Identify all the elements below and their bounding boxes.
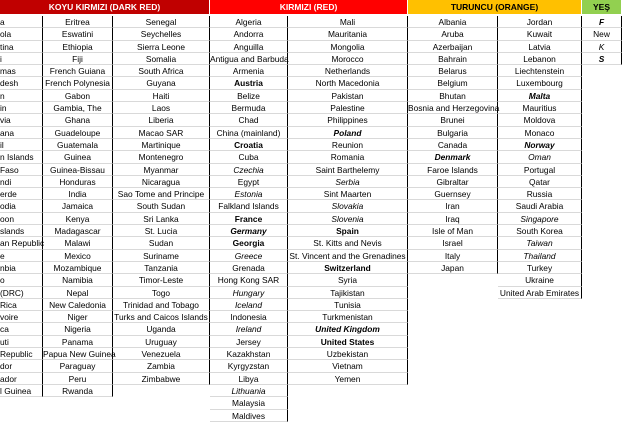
cell[interactable]: South Sudan <box>113 200 210 212</box>
cell[interactable]: l Guinea <box>0 385 43 397</box>
column-dark-red-3 <box>113 16 210 385</box>
cell[interactable]: Czechia <box>210 164 288 176</box>
cell[interactable]: Jersey <box>210 336 288 348</box>
cell[interactable]: Turkmenistan <box>288 311 408 323</box>
cell[interactable]: Anguilla <box>210 41 288 53</box>
cell[interactable]: Norway <box>498 139 582 151</box>
cell[interactable]: tina <box>0 41 43 53</box>
cell[interactable]: Jamaica <box>43 200 113 212</box>
cell[interactable]: il <box>0 139 43 151</box>
cell[interactable]: India <box>43 188 113 200</box>
cell[interactable]: Denmark <box>408 151 498 163</box>
cell[interactable]: Malaysia <box>210 397 288 409</box>
cell[interactable]: Mozambique <box>43 262 113 274</box>
cell[interactable]: Sudan <box>113 237 210 249</box>
cell[interactable]: e <box>0 250 43 262</box>
cell[interactable]: Romania <box>288 151 408 163</box>
cell[interactable]: Iran <box>408 200 498 212</box>
cell[interactable]: Bosnia and Herzegovina <box>408 103 500 114</box>
cell[interactable]: Indonesia <box>210 311 288 323</box>
cell[interactable]: Kenya <box>43 213 113 225</box>
cell[interactable]: Republic <box>0 348 43 360</box>
cell[interactable]: Martinique <box>113 139 210 151</box>
cell[interactable]: in <box>0 102 43 114</box>
header-red: KIRMIZI (RED) <box>210 0 408 14</box>
cell[interactable]: ca <box>0 323 43 335</box>
cell[interactable]: France <box>210 213 288 225</box>
cell[interactable]: Guyana <box>113 77 210 89</box>
cell[interactable]: St. Vincent and the Grenadines <box>288 250 408 262</box>
cell[interactable]: Maldives <box>210 410 288 422</box>
cell[interactable]: Trinidad and Tobago <box>113 299 210 311</box>
cell[interactable]: F <box>582 16 622 28</box>
cell[interactable]: Sint Maarten <box>288 188 408 200</box>
cell[interactable]: Turkey <box>498 262 582 274</box>
cell[interactable]: Austria <box>210 77 288 89</box>
cell[interactable]: Laos <box>113 102 210 114</box>
cell[interactable]: Egypt <box>210 176 288 188</box>
cell[interactable]: Senegal <box>113 16 210 28</box>
cell[interactable]: n <box>0 90 43 102</box>
cell[interactable]: Antigua and Barbuda <box>210 53 289 64</box>
cell[interactable]: Taiwan <box>498 237 582 249</box>
cell[interactable]: Monaco <box>498 127 582 139</box>
cell[interactable]: Georgia <box>210 237 288 249</box>
cell[interactable]: Eritrea <box>43 16 113 28</box>
cell[interactable]: ndi <box>0 176 43 188</box>
cell[interactable]: Hong Kong SAR <box>210 274 288 286</box>
cell[interactable]: New Caledonia <box>43 299 113 311</box>
column-dark-red-1 <box>0 16 43 397</box>
cell[interactable]: Armenia <box>210 65 288 77</box>
cell[interactable]: Nicaragua <box>113 176 210 188</box>
cell[interactable]: Peru <box>43 373 113 385</box>
cell[interactable]: Canada <box>408 139 498 151</box>
cell[interactable]: nbia <box>0 262 43 274</box>
cell[interactable]: Malawi <box>43 237 113 249</box>
cell[interactable]: North Macedonia <box>288 77 408 89</box>
cell[interactable]: odia <box>0 200 43 212</box>
cell[interactable]: Montenegro <box>113 151 210 163</box>
column-red-2 <box>288 16 408 385</box>
cell[interactable]: dor <box>0 360 43 372</box>
cell[interactable]: Ireland <box>210 323 288 335</box>
cell[interactable]: Mauritius <box>498 102 582 114</box>
cell[interactable]: Belarus <box>408 65 498 77</box>
cell[interactable]: Lebanon <box>498 53 582 65</box>
cell[interactable]: n Islands <box>0 151 43 163</box>
cell[interactable]: voire <box>0 311 43 323</box>
cell[interactable]: Bermuda <box>210 102 288 114</box>
cell[interactable]: Zimbabwe <box>113 373 210 385</box>
cell[interactable]: Oman <box>498 151 582 163</box>
cell[interactable]: Latvia <box>498 41 582 53</box>
cell[interactable]: Switzerland <box>288 262 408 274</box>
cell[interactable]: China (mainland) <box>210 127 288 139</box>
cell[interactable]: Namibia <box>43 274 113 286</box>
cell[interactable]: Mauritania <box>288 28 408 40</box>
cell[interactable]: Morocco <box>288 53 408 65</box>
cell[interactable]: Turks and Caicos Islands <box>113 311 210 323</box>
cell[interactable]: Guinea-Bissau <box>43 164 113 176</box>
cell[interactable]: Nepal <box>43 287 113 299</box>
cell[interactable]: Isle of Man <box>408 225 498 237</box>
cell[interactable]: via <box>0 114 43 126</box>
cell[interactable]: French Polynesia <box>43 77 113 89</box>
cell[interactable]: Sierra Leone <box>113 41 210 53</box>
cell[interactable]: Haiti <box>113 90 210 102</box>
cell[interactable]: (DRC) <box>0 287 43 299</box>
cell[interactable]: ana <box>0 127 43 139</box>
cell[interactable]: Eswatini <box>43 28 113 40</box>
cell[interactable]: South Korea <box>498 225 582 237</box>
cell[interactable]: United States <box>288 336 408 348</box>
cell[interactable]: an Republic <box>0 238 45 249</box>
cell[interactable]: Slovenia <box>288 213 408 225</box>
cell[interactable]: ador <box>0 373 43 385</box>
cell[interactable]: Cuba <box>210 151 288 163</box>
cell[interactable]: Guinea <box>43 151 113 163</box>
column-red-1 <box>210 16 288 422</box>
cell[interactable]: Liberia <box>113 114 210 126</box>
header-dark-red: KOYU KIRMIZI (DARK RED) <box>0 0 210 14</box>
cell[interactable]: Ethiopia <box>43 41 113 53</box>
cell[interactable]: desh <box>0 77 43 89</box>
cell[interactable]: ola <box>0 28 43 40</box>
cell[interactable]: Portugal <box>498 164 582 176</box>
cell[interactable]: Macao SAR <box>113 127 210 139</box>
column-dark-red-2 <box>43 16 116 397</box>
cell[interactable]: Honduras <box>43 176 113 188</box>
cell[interactable]: Netherlands <box>288 65 408 77</box>
cell[interactable]: St. Lucia <box>113 225 210 237</box>
cell[interactable]: Falkland Islands <box>210 200 288 212</box>
header-green: YEŞ <box>582 0 622 14</box>
cell[interactable]: Fiji <box>43 53 113 65</box>
cell[interactable]: Grenada <box>210 262 288 274</box>
cell[interactable]: Rwanda <box>43 385 113 397</box>
cell[interactable]: Malta <box>498 90 582 102</box>
cell[interactable]: Tanzania <box>113 262 210 274</box>
cell[interactable]: Togo <box>113 287 210 299</box>
cell[interactable]: Greece <box>210 250 288 262</box>
cell[interactable]: Bhutan <box>408 90 498 102</box>
cell[interactable]: Estonia <box>210 188 288 200</box>
cell[interactable]: Tunisia <box>288 299 408 311</box>
cell[interactable]: i <box>0 53 43 65</box>
cell[interactable]: Poland <box>288 127 408 139</box>
cell[interactable]: Serbia <box>288 176 408 188</box>
cell[interactable]: Chad <box>210 114 288 126</box>
cell[interactable]: Saint Barthelemy <box>288 164 408 176</box>
cell[interactable]: Qatar <box>498 176 582 188</box>
cell[interactable]: Syria <box>288 274 408 286</box>
cell[interactable]: Lithuania <box>210 385 288 397</box>
cell[interactable]: Rica <box>0 299 43 311</box>
cell[interactable]: Andorra <box>210 28 288 40</box>
cell[interactable]: Jordan <box>498 16 582 28</box>
cell[interactable]: Guadeloupe <box>43 127 113 139</box>
cell[interactable]: Algeria <box>210 16 288 28</box>
cell[interactable]: Moldova <box>498 114 582 126</box>
cell[interactable]: Reunion <box>288 139 408 151</box>
cell[interactable]: Mongolia <box>288 41 408 53</box>
cell[interactable]: uti <box>0 336 43 348</box>
cell[interactable]: United Kingdom <box>288 323 408 335</box>
cell[interactable]: Spain <box>288 225 408 237</box>
cell[interactable]: Yemen <box>288 373 408 385</box>
cell[interactable]: Bulgaria <box>408 127 498 139</box>
cell[interactable]: Mexico <box>43 250 113 262</box>
cell[interactable]: Palestine <box>288 102 408 114</box>
cell[interactable]: Gambia, The <box>43 102 113 114</box>
cell[interactable]: Sri Lanka <box>113 213 210 225</box>
cell[interactable]: Uruguay <box>113 336 210 348</box>
cell[interactable]: Guernsey <box>408 188 498 200</box>
cell[interactable]: Albania <box>408 16 498 28</box>
cell[interactable]: Libya <box>210 373 288 385</box>
cell[interactable]: Gibraltar <box>408 176 498 188</box>
cell[interactable]: French Guiana <box>43 65 113 77</box>
cell[interactable]: Singapore <box>498 213 582 225</box>
cell[interactable]: Aruba <box>408 28 498 40</box>
cell[interactable]: South Africa <box>113 65 210 77</box>
cell[interactable]: Belize <box>210 90 288 102</box>
cell[interactable]: oon <box>0 213 43 225</box>
cell[interactable]: Niger <box>43 311 113 323</box>
cell[interactable]: Kuwait <box>498 28 582 40</box>
cell[interactable]: Croatia <box>210 139 288 151</box>
cell[interactable]: Timor-Leste <box>113 274 210 286</box>
cell[interactable]: Faso <box>0 164 43 176</box>
column-orange-1 <box>408 16 498 274</box>
cell[interactable]: Paraguay <box>43 360 113 372</box>
cell[interactable]: St. Kitts and Nevis <box>288 237 408 249</box>
cell[interactable]: Kazakhstan <box>210 348 288 360</box>
cell[interactable]: Iceland <box>210 299 288 311</box>
cell[interactable]: Guatemala <box>43 139 113 151</box>
cell[interactable]: Italy <box>408 250 498 262</box>
cell[interactable]: Belgium <box>408 77 498 89</box>
cell[interactable]: Bahrain <box>408 53 498 65</box>
cell[interactable]: New <box>582 28 622 40</box>
cell[interactable]: a <box>0 16 43 28</box>
cell[interactable]: Venezuela <box>113 348 210 360</box>
cell[interactable]: Brunei <box>408 114 498 126</box>
cell[interactable]: Ukraine <box>498 274 582 286</box>
cell[interactable]: Kyrgyzstan <box>210 360 288 372</box>
cell[interactable]: S <box>582 53 622 65</box>
cell[interactable]: Philippines <box>288 114 408 126</box>
cell[interactable]: Suriname <box>113 250 210 262</box>
cell[interactable]: Ghana <box>43 114 113 126</box>
cell[interactable]: Gabon <box>43 90 113 102</box>
cell[interactable]: Luxembourg <box>498 77 582 89</box>
column-green-1 <box>582 16 622 65</box>
cell[interactable]: Thailand <box>498 250 582 262</box>
cell[interactable]: Azerbaijan <box>408 41 498 53</box>
cell[interactable]: Saudi Arabia <box>498 200 582 212</box>
cell[interactable]: Somalia <box>113 53 210 65</box>
cell[interactable]: slands <box>0 225 43 237</box>
cell[interactable]: Vietnam <box>288 360 408 372</box>
cell[interactable]: Madagascar <box>43 225 113 237</box>
cell[interactable]: Papua New Guinea <box>43 349 116 360</box>
cell[interactable]: Russia <box>498 188 582 200</box>
cell[interactable]: K <box>582 41 622 53</box>
cell[interactable]: Uzbekistan <box>288 348 408 360</box>
cell[interactable]: Pakistan <box>288 90 408 102</box>
cell[interactable]: Slovakia <box>288 200 408 212</box>
cell[interactable]: Uganda <box>113 323 210 335</box>
cell[interactable]: United Arab Emirates <box>498 287 582 299</box>
cell[interactable]: Germany <box>210 225 288 237</box>
cell[interactable]: Israel <box>408 237 498 249</box>
cell[interactable]: Myanmar <box>113 164 210 176</box>
cell[interactable]: Mali <box>288 16 408 28</box>
cell[interactable]: o <box>0 274 43 286</box>
cell[interactable]: Hungary <box>210 287 288 299</box>
column-orange-2 <box>498 16 582 299</box>
cell[interactable]: Faroe Islands <box>408 164 498 176</box>
cell[interactable]: Japan <box>408 262 498 274</box>
cell[interactable]: Liechtenstein <box>498 65 582 77</box>
cell[interactable]: Zambia <box>113 360 210 372</box>
cell[interactable]: erde <box>0 188 43 200</box>
cell[interactable]: mas <box>0 65 43 77</box>
cell[interactable]: Tajikistan <box>288 287 408 299</box>
cell[interactable]: Iraq <box>408 213 498 225</box>
cell[interactable]: Nigeria <box>43 323 113 335</box>
cell[interactable]: Panama <box>43 336 113 348</box>
header-orange: TURUNCU (ORANGE) <box>408 0 582 14</box>
cell[interactable]: Seychelles <box>113 28 210 40</box>
cell[interactable]: Sao Tome and Principe <box>113 188 210 200</box>
